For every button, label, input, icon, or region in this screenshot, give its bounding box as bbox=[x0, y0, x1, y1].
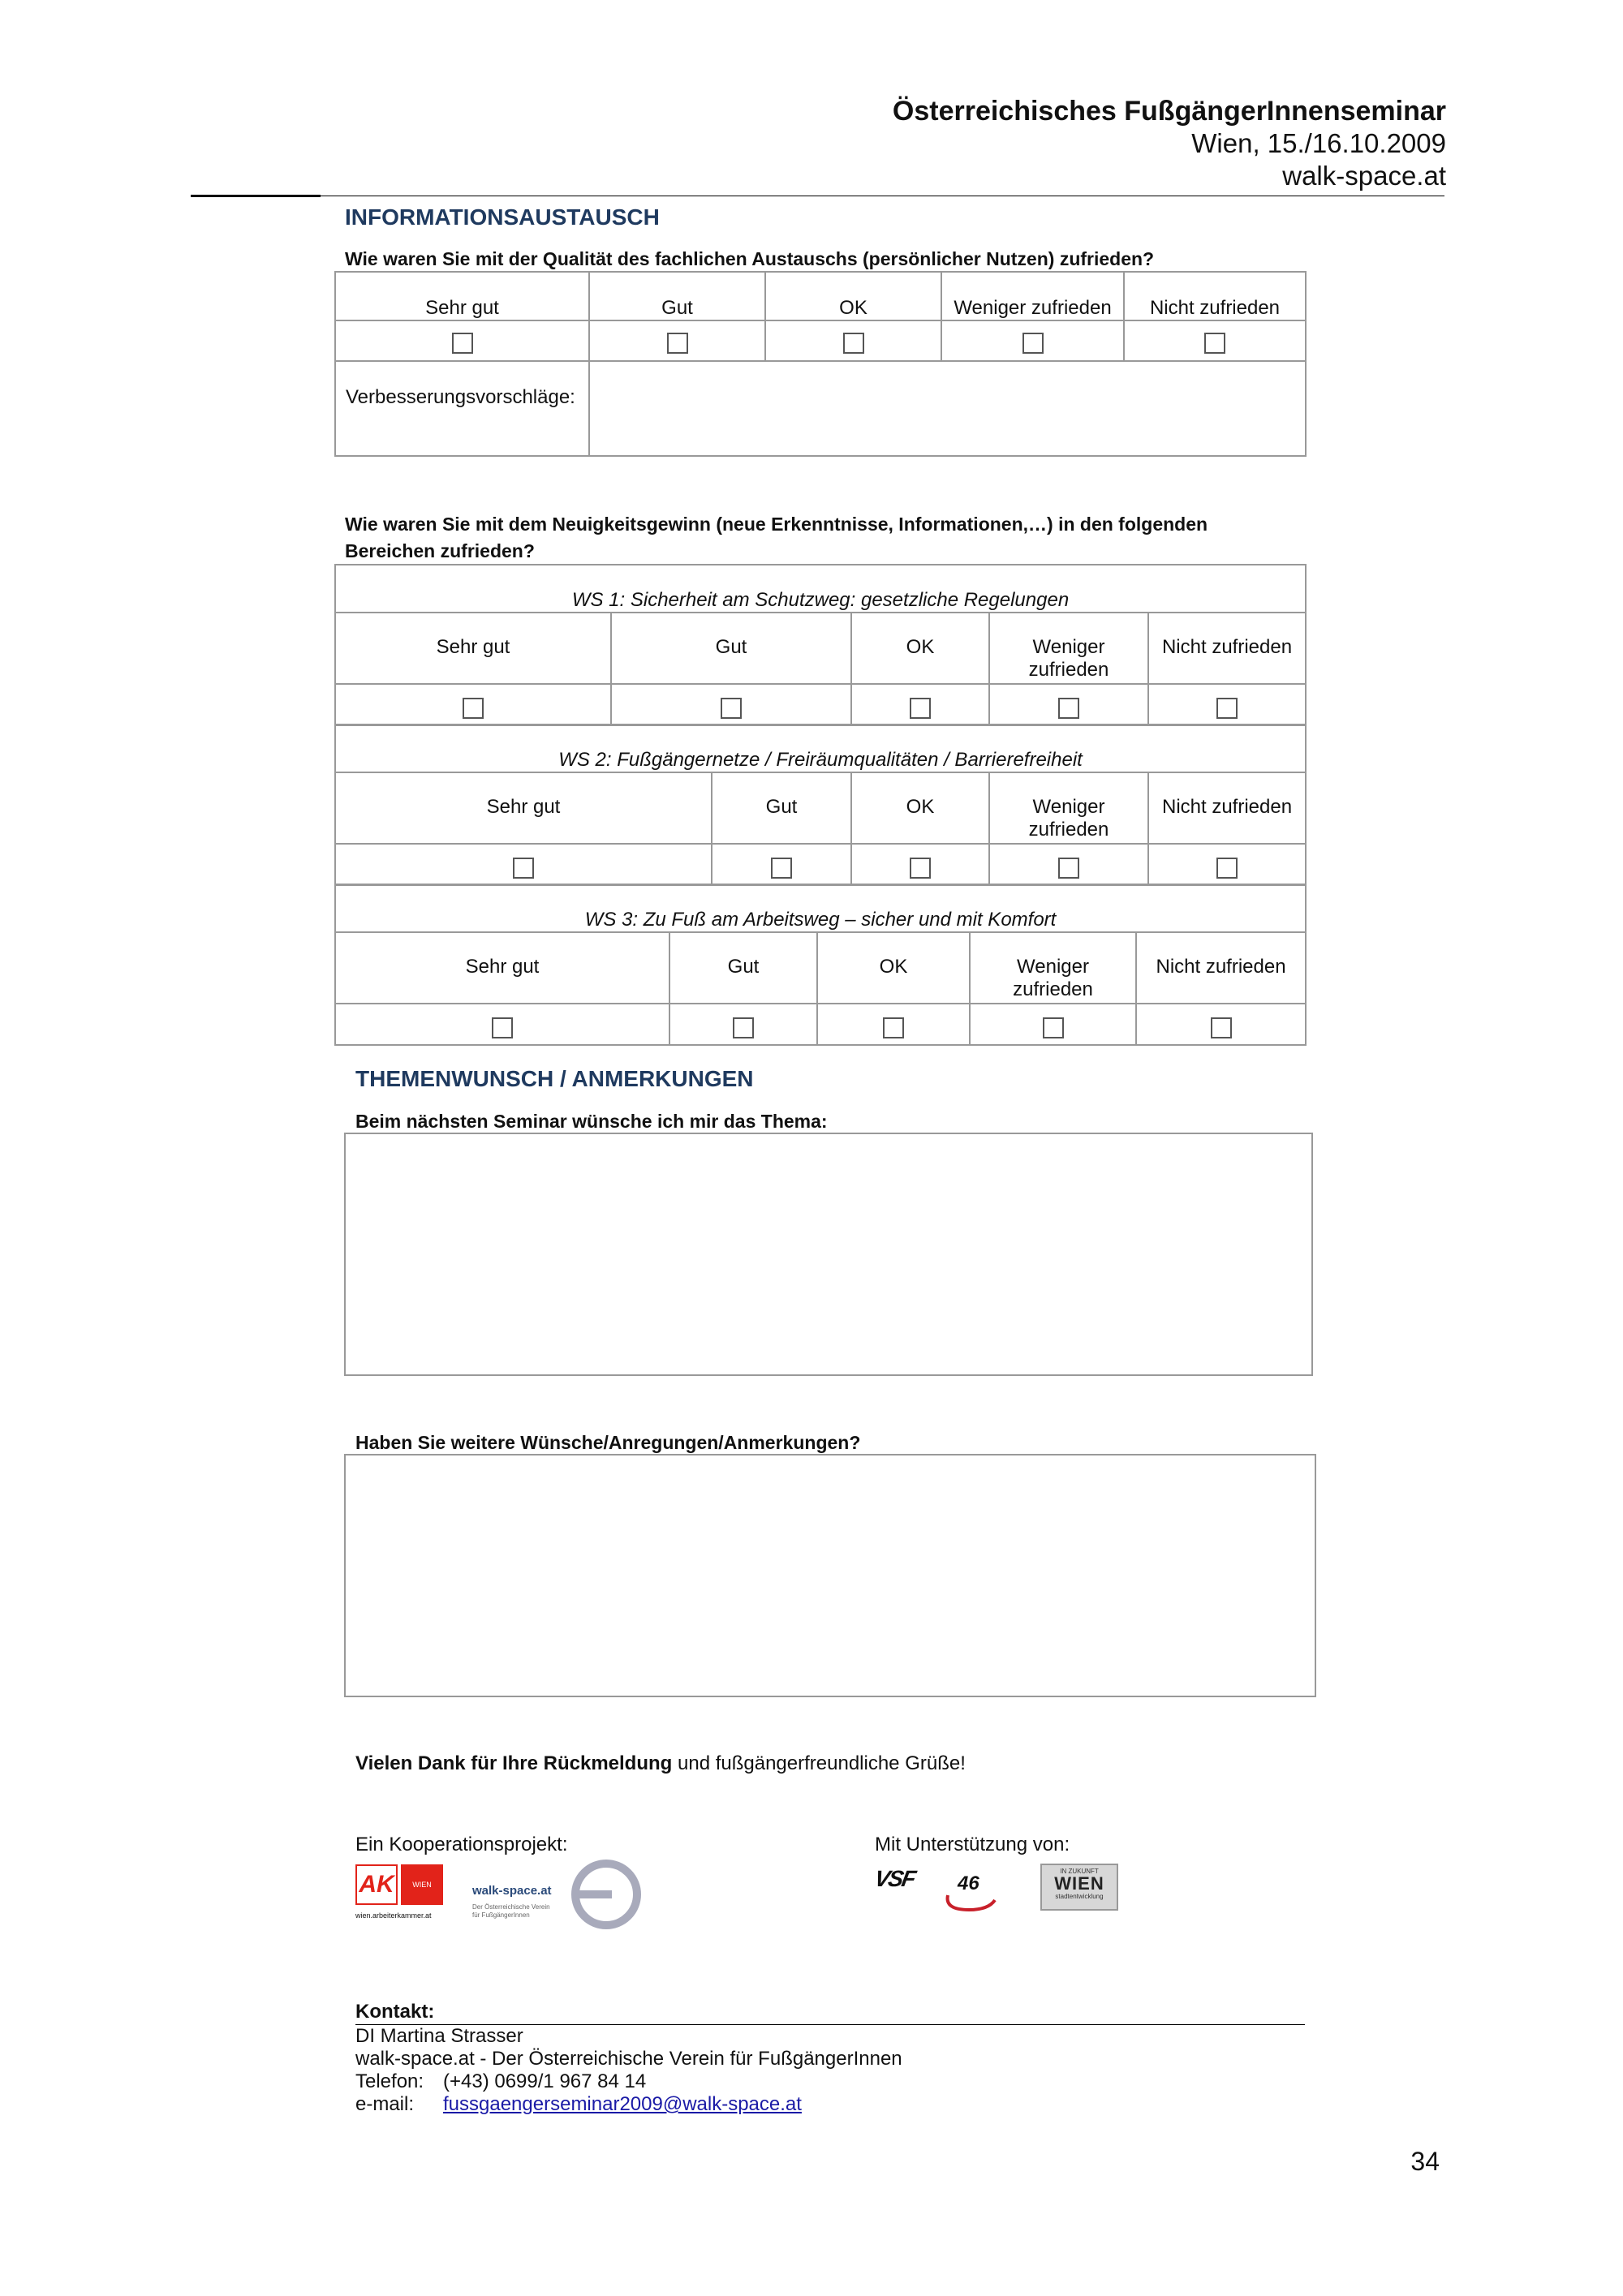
cell bbox=[335, 320, 589, 361]
ws3-checkbox-sehr-gut[interactable] bbox=[492, 1017, 513, 1038]
checkbox-sehr-gut[interactable] bbox=[452, 333, 473, 354]
ws1-title: WS 1: Sicherheit am Schutzweg: gesetzliche Regelungen bbox=[335, 565, 1306, 613]
ws1-rating-table bbox=[334, 564, 1307, 726]
cell bbox=[851, 844, 989, 885]
ws2-checkbox-nicht[interactable] bbox=[1216, 858, 1238, 879]
cell bbox=[851, 684, 989, 725]
checkbox-ok[interactable] bbox=[843, 333, 864, 354]
cell bbox=[941, 320, 1124, 361]
walkspace-circle-icon bbox=[570, 1858, 643, 1931]
walkspace-logo-text: walk-space.at bbox=[472, 1884, 552, 1898]
thanks-rest: und fußgängerfreundliche Grüße! bbox=[678, 1752, 966, 1774]
header-rule-left bbox=[191, 195, 321, 197]
ws2-option-nicht: Nicht zufrieden bbox=[1148, 772, 1306, 844]
ws2-option-ok: OK bbox=[851, 772, 989, 844]
cell bbox=[989, 844, 1148, 885]
question-news-line2: Bereichen zufrieden? bbox=[345, 540, 535, 561]
ws2-option-gut: Gut bbox=[712, 772, 851, 844]
weniger-line2: zufrieden bbox=[1028, 659, 1109, 681]
ws3-rating-table bbox=[334, 884, 1307, 1046]
cell bbox=[1148, 684, 1306, 725]
ws2-option-sehr-gut: Sehr gut bbox=[335, 772, 712, 844]
contact-email-label: e-mail: bbox=[355, 2093, 415, 2115]
ws2-option-weniger bbox=[989, 772, 1148, 844]
contact-phone: (+43) 0699/1 967 84 14 bbox=[443, 2070, 647, 2092]
checkbox-weniger-zufrieden[interactable] bbox=[1022, 333, 1044, 354]
header-date-place: Wien, 15./16.10.2009 bbox=[1191, 128, 1446, 158]
wien-logo bbox=[1040, 1864, 1118, 1911]
cell bbox=[989, 684, 1148, 725]
suggestions-label: Verbesserungsvorschläge: bbox=[335, 361, 589, 456]
ws1-option-sehr-gut: Sehr gut bbox=[335, 613, 611, 684]
ak-logo-url: wien.arbeiterkammer.at bbox=[355, 1911, 432, 1920]
section-title-info: INFORMATIONSAUSTAUSCH bbox=[345, 204, 660, 230]
question-news bbox=[345, 511, 1208, 565]
ak-logo-wien: WIEN bbox=[401, 1864, 443, 1905]
ws1-option-nicht: Nicht zufrieden bbox=[1148, 613, 1306, 684]
section-title-theme: THEMENWUNSCH / ANMERKUNGEN bbox=[355, 1066, 754, 1091]
ws3-option-gut: Gut bbox=[669, 932, 817, 1004]
ws2-checkbox-weniger[interactable] bbox=[1058, 858, 1079, 879]
ws2-checkbox-sehr-gut[interactable] bbox=[513, 858, 534, 879]
ws3-option-weniger bbox=[970, 932, 1136, 1004]
ak-logo-mark: AK bbox=[355, 1864, 398, 1905]
ws3-option-nicht: Nicht zufrieden bbox=[1136, 932, 1306, 1004]
ws3-option-sehr-gut: Sehr gut bbox=[335, 932, 669, 1004]
weniger-line2: zufrieden bbox=[1013, 978, 1093, 1000]
ws2-checkbox-gut[interactable] bbox=[771, 858, 792, 879]
option-sehr-gut: Sehr gut bbox=[335, 272, 589, 320]
weniger-line2: zufrieden bbox=[1028, 819, 1109, 841]
quality-rating-table bbox=[334, 271, 1307, 457]
question-quality: Wie waren Sie mit der Qualität des fachlichen Austauschs (persönlicher Nutzen) zufrieden? bbox=[345, 248, 1155, 269]
contact-org: walk-space.at - Der Österreichische Verein für FußgängerInnen bbox=[355, 2048, 902, 2070]
vsf-logo-text: VSF bbox=[872, 1866, 917, 1891]
cooperation-label: Ein Kooperationsprojekt: bbox=[355, 1834, 568, 1855]
cell bbox=[335, 1004, 669, 1045]
ws1-checkbox-weniger[interactable] bbox=[1058, 698, 1079, 719]
ws1-option-gut: Gut bbox=[611, 613, 851, 684]
walkspace-logo bbox=[471, 1858, 649, 1931]
support-label: Mit Unterstützung von: bbox=[875, 1834, 1070, 1855]
cell bbox=[335, 844, 712, 885]
cell bbox=[1124, 320, 1306, 361]
contact-name: DI Martina Strasser bbox=[355, 2025, 523, 2047]
cell bbox=[669, 1004, 817, 1045]
ws2-rating-table bbox=[334, 724, 1307, 886]
cell bbox=[335, 684, 611, 725]
header-website: walk-space.at bbox=[1282, 161, 1446, 191]
weniger-line1: Weniger bbox=[1017, 956, 1089, 978]
ws1-checkbox-ok[interactable] bbox=[910, 698, 931, 719]
weniger-line1: Weniger bbox=[1032, 796, 1105, 818]
cell bbox=[817, 1004, 970, 1045]
ws1-checkbox-gut[interactable] bbox=[721, 698, 742, 719]
ws1-checkbox-nicht[interactable] bbox=[1216, 698, 1238, 719]
cell bbox=[611, 684, 851, 725]
ws3-checkbox-gut[interactable] bbox=[733, 1017, 754, 1038]
weniger-line1: Weniger bbox=[1032, 636, 1105, 658]
cell bbox=[1136, 1004, 1306, 1045]
checkbox-nicht-zufrieden[interactable] bbox=[1204, 333, 1225, 354]
header-title: Österreichisches FußgängerInnenseminar bbox=[892, 96, 1446, 127]
cell bbox=[970, 1004, 1136, 1045]
checkbox-gut[interactable] bbox=[667, 333, 688, 354]
ws1-option-ok: OK bbox=[851, 613, 989, 684]
vsf-logo bbox=[872, 1866, 917, 1915]
ws3-title: WS 3: Zu Fuß am Arbeitsweg – sicher und mit Komfort bbox=[335, 884, 1306, 932]
theme-input[interactable] bbox=[344, 1133, 1313, 1376]
option-weniger-zufrieden: Weniger zufrieden bbox=[941, 272, 1124, 320]
option-gut: Gut bbox=[589, 272, 765, 320]
question-news-line1: Wie waren Sie mit dem Neuigkeitsgewinn (neue Erkenntnisse, Informationen,…) in den folgenden bbox=[345, 514, 1208, 535]
ws1-checkbox-sehr-gut[interactable] bbox=[463, 698, 484, 719]
logo-46 bbox=[941, 1863, 998, 1916]
contact-phone-label: Telefon: bbox=[355, 2070, 424, 2092]
option-nicht-zufrieden: Nicht zufrieden bbox=[1124, 272, 1306, 320]
option-ok: OK bbox=[765, 272, 941, 320]
wien-logo-line3: stadtentwicklung bbox=[1055, 1893, 1104, 1900]
logo-46-text: 46 bbox=[958, 1872, 979, 1894]
ws3-checkbox-weniger[interactable] bbox=[1043, 1017, 1064, 1038]
walkspace-logo-sub2: für FußgängerInnen bbox=[472, 1911, 530, 1919]
cell bbox=[765, 320, 941, 361]
walkspace-logo-sub1: Der Österreichische Verein bbox=[472, 1903, 550, 1911]
ws3-checkbox-ok[interactable] bbox=[883, 1017, 904, 1038]
wien-logo-line1: IN ZUKUNFT bbox=[1060, 1868, 1099, 1875]
ws2-checkbox-ok[interactable] bbox=[910, 858, 931, 879]
suggestions-input[interactable] bbox=[589, 361, 1306, 456]
cell bbox=[589, 320, 765, 361]
further-input[interactable] bbox=[344, 1454, 1316, 1697]
wien-logo-line2: WIEN bbox=[1054, 1873, 1104, 1894]
question-theme: Beim nächsten Seminar wünsche ich mir das Thema: bbox=[355, 1111, 828, 1132]
thanks-bold: Vielen Dank für Ihre Rückmeldung bbox=[355, 1752, 673, 1774]
ws3-option-ok: OK bbox=[817, 932, 970, 1004]
ws2-title: WS 2: Fußgängernetze / Freiräumqualitäten / Barrierefreiheit bbox=[335, 724, 1306, 772]
cell bbox=[1148, 844, 1306, 885]
cell bbox=[712, 844, 851, 885]
contact-email-link[interactable]: fussgaengerseminar2009@walk-space.at bbox=[443, 2093, 802, 2115]
ws1-option-weniger bbox=[989, 613, 1148, 684]
page-number: 34 bbox=[1410, 2147, 1440, 2176]
ak-logo bbox=[355, 1864, 445, 1924]
thanks-text bbox=[355, 1752, 966, 1775]
contact-label: Kontakt: bbox=[355, 2001, 435, 2023]
question-further: Haben Sie weitere Wünsche/Anregungen/Anmerkungen? bbox=[355, 1432, 861, 1453]
ws3-checkbox-nicht[interactable] bbox=[1211, 1017, 1232, 1038]
